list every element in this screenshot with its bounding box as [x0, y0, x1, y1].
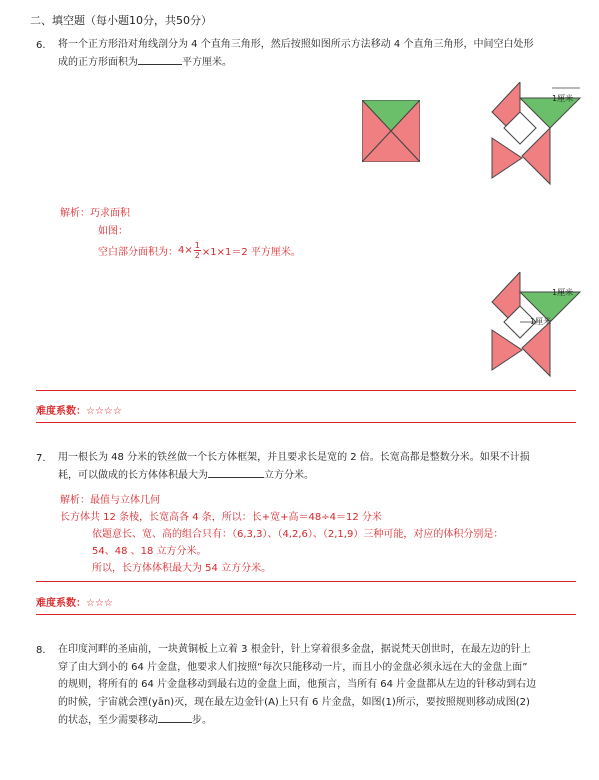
question-8-number: 8.	[36, 645, 46, 656]
question-8-line-3: 的规则，将所有的 64 片金盘移动到最右边的金盘上面，他预言，当所有 64 片金盘都从左边的针移动到右边	[58, 679, 537, 690]
question-6-text	[58, 36, 588, 71]
difficulty-7: 难度系数：☆☆☆	[36, 598, 113, 609]
question-7-line-2: 耗，可以做成的长方体体积最大为 立方分米。	[58, 466, 588, 484]
question-8-text	[58, 641, 593, 730]
analysis-6-area: 空白部分面积为： 4× $\frac{1}{2}$ ×1×1＝2 平方厘米。	[98, 240, 301, 260]
analysis-7-step-2: 依题意长、宽、高的组合只有：（6,3,3）、（4,2,6）、（2,1,9）三种可能，对应的体积分别是：	[92, 529, 504, 540]
question-7-line-1: 用一根长为 48 分米的铁丝做一个长方体框架，并且要求长是宽的 2 倍。长宽高都是整数分米。如果不计损	[58, 452, 530, 463]
divider	[36, 390, 576, 391]
difficulty-6: 难度系数：☆☆☆☆	[36, 406, 122, 417]
divider	[36, 422, 576, 423]
section-title: 二、填空题（每小题10分，共50分）	[30, 14, 212, 27]
answer-blank-8[interactable]	[158, 711, 192, 723]
question-6-number: 6.	[36, 40, 46, 51]
fraction-one-half: $\frac{1}{2}$	[194, 240, 200, 260]
square-diagonal-figure	[362, 100, 420, 162]
figure2-label-a: 1厘米	[552, 288, 574, 297]
question-8-line-1: 在印度河畔的圣庙前，一块黄铜板上立着 3 根金针，针上穿着很多金盘，据说梵天创世时，在最左边的针上	[58, 644, 531, 655]
question-7-text	[58, 449, 588, 484]
answer-blank-6[interactable]	[138, 53, 182, 65]
answer-blank-7[interactable]	[208, 466, 264, 478]
analysis-7-step-1: 长方体共 12 条棱，长宽高各 4 条，所以：长+宽+高＝48÷4＝12 分米	[60, 512, 382, 523]
analysis-7-step-4: 所以，长方体体积最大为 54 立方分米。	[92, 563, 272, 574]
divider	[36, 581, 576, 582]
figure-label-1cm: 1厘米	[552, 94, 574, 103]
question-7-number: 7.	[36, 453, 46, 464]
analysis-7-step-3: 54、48 、18 立方分米。	[92, 546, 207, 557]
question-8-line-5: 的状态，至少需要移动 步。	[58, 711, 593, 730]
analysis-7: 解析：最值与立体几何	[60, 495, 160, 506]
divider	[36, 614, 576, 615]
question-6-line-1: 将一个正方形沿对角线剖分为 4 个直角三角形，然后按照如图所示方法移动 4 个直角三角形，中间空白处形	[58, 39, 534, 50]
question-8-line-2: 穿了由大到小的 64 片金盘，他要求人们按照“每次只能移动一片，而且小的金盘必须永远在大的金盘上面”	[58, 661, 528, 673]
question-8-line-4: 的时候，宇宙就会湮(yān)灭，现在最左边金针(A)上只有 6 片金盘，如图(1)所示，要按照规则移动成图(2)	[58, 696, 530, 708]
analysis-6: 解析：巧求面积	[60, 208, 130, 219]
figure2-label-b: 1厘米	[530, 317, 552, 326]
analysis-6-as-shown: 如图：	[98, 226, 128, 237]
question-6-line-2: 成的正方形面积为 平方厘米。	[58, 53, 588, 71]
